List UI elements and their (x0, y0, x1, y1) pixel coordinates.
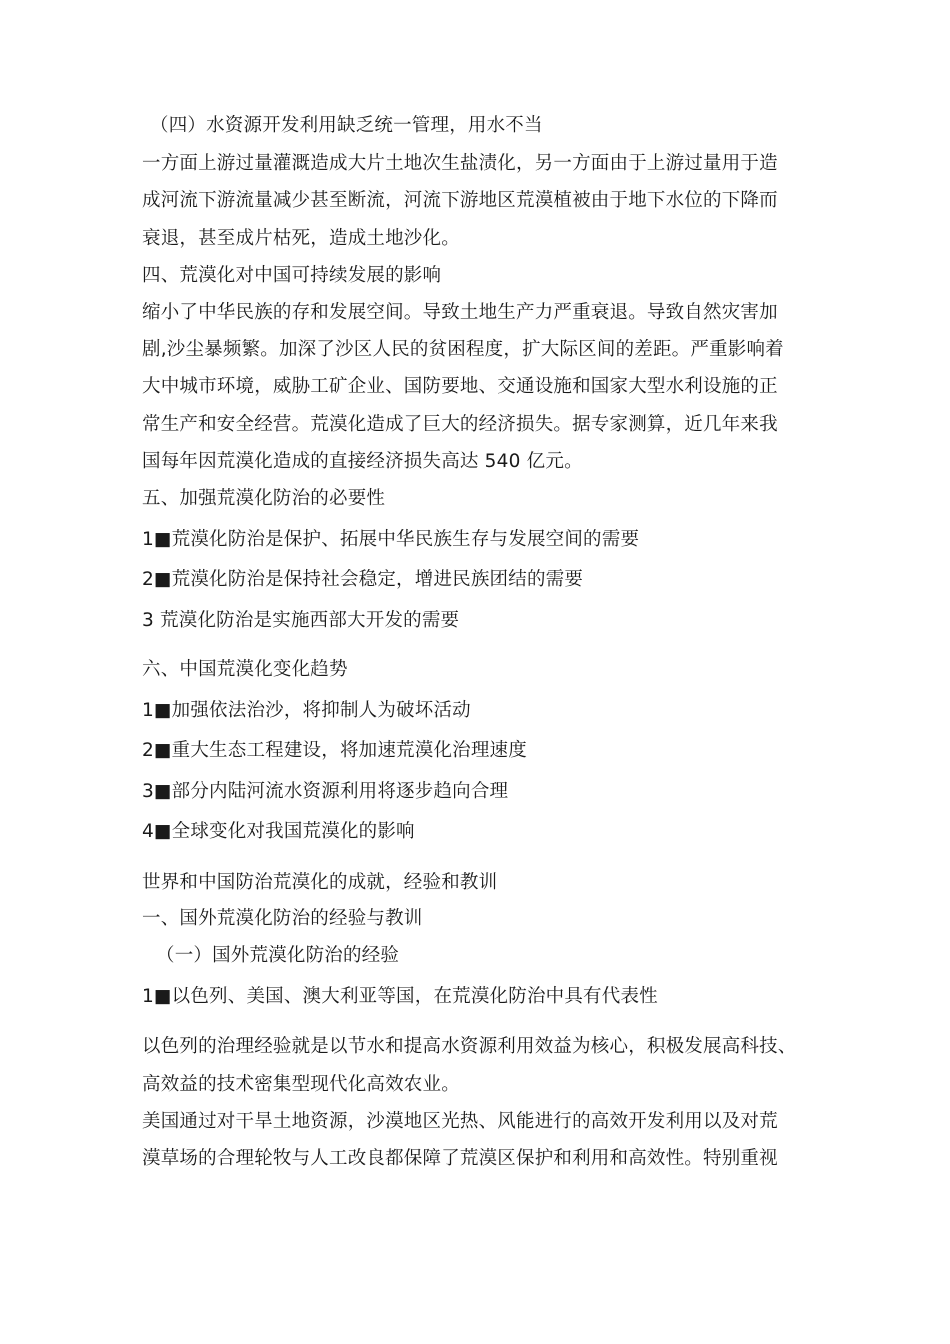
paragraph-line: 漠草场的合理轮牧与人工改良都保障了荒漠区保护和利用和高效性。特别重视 (142, 1148, 778, 1169)
subsection-heading: （四）水资源开发利用缺乏统一管理，用水不当 (150, 115, 543, 136)
paragraph-line: 常生产和安全经营。荒漠化造成了巨大的经济损失。据专家测算，近几年来我 (142, 414, 778, 435)
list-item: 1■加强依法治沙，将抑制人为破坏活动 (142, 700, 471, 721)
paragraph-line: 高效益的技术密集型现代化高效农业。 (142, 1074, 460, 1095)
paragraph-line: 美国通过对干旱土地资源，沙漠地区光热、风能进行的高效开发利用以及对荒 (142, 1111, 778, 1132)
section-heading: 五、加强荒漠化防治的必要性 (142, 488, 386, 509)
list-item: 1■以色列、美国、澳大利亚等国，在荒漠化防治中具有代表性 (142, 986, 658, 1007)
paragraph-line: 以色列的治理经验就是以节水和提高水资源利用效益为核心，积极发展高科技、 (142, 1036, 797, 1057)
paragraph-line: 缩小了中华民族的存和发展空间。导致土地生产力严重衰退。导致自然灾害加 (142, 302, 778, 323)
chapter-heading: 世界和中国防治荒漠化的成就，经验和教训 (142, 872, 498, 893)
list-item: 3 荒漠化防治是实施西部大开发的需要 (142, 610, 460, 631)
section-heading: 一、国外荒漠化防治的经验与教训 (142, 908, 423, 929)
section-heading: 四、荒漠化对中国可持续发展的影响 (142, 265, 442, 286)
list-item: 1■荒漠化防治是保护、拓展中华民族生存与发展空间的需要 (142, 529, 640, 550)
paragraph-line: 一方面上游过量灌溉造成大片土地次生盐渍化，另一方面由于上游过量用于造 (142, 153, 778, 174)
paragraph-line: 国每年因荒漠化造成的直接经济损失高达 540 亿元。 (142, 451, 583, 472)
paragraph-line: 成河流下游流量减少甚至断流，河流下游地区荒漠植被由于地下水位的下降而 (142, 190, 778, 211)
paragraph-line: 剧,沙尘暴频繁。加深了沙区人民的贫困程度，扩大际区间的差距。严重影响着 (142, 339, 784, 360)
list-item: 4■全球变化对我国荒漠化的影响 (142, 821, 415, 842)
paragraph-line: 大中城市环境，威胁工矿企业、国防要地、交通设施和国家大型水利设施的正 (142, 376, 778, 397)
section-heading: 六、中国荒漠化变化趋势 (142, 659, 348, 680)
list-item: 2■重大生态工程建设，将加速荒漠化治理速度 (142, 740, 527, 761)
paragraph-line: 衰退，甚至成片枯死，造成土地沙化。 (142, 228, 460, 249)
subsection-heading: （一）国外荒漠化防治的经验 (156, 945, 400, 966)
list-item: 2■荒漠化防治是保持社会稳定，增进民族团结的需要 (142, 569, 584, 590)
list-item: 3■部分内陆河流水资源利用将逐步趋向合理 (142, 781, 509, 802)
